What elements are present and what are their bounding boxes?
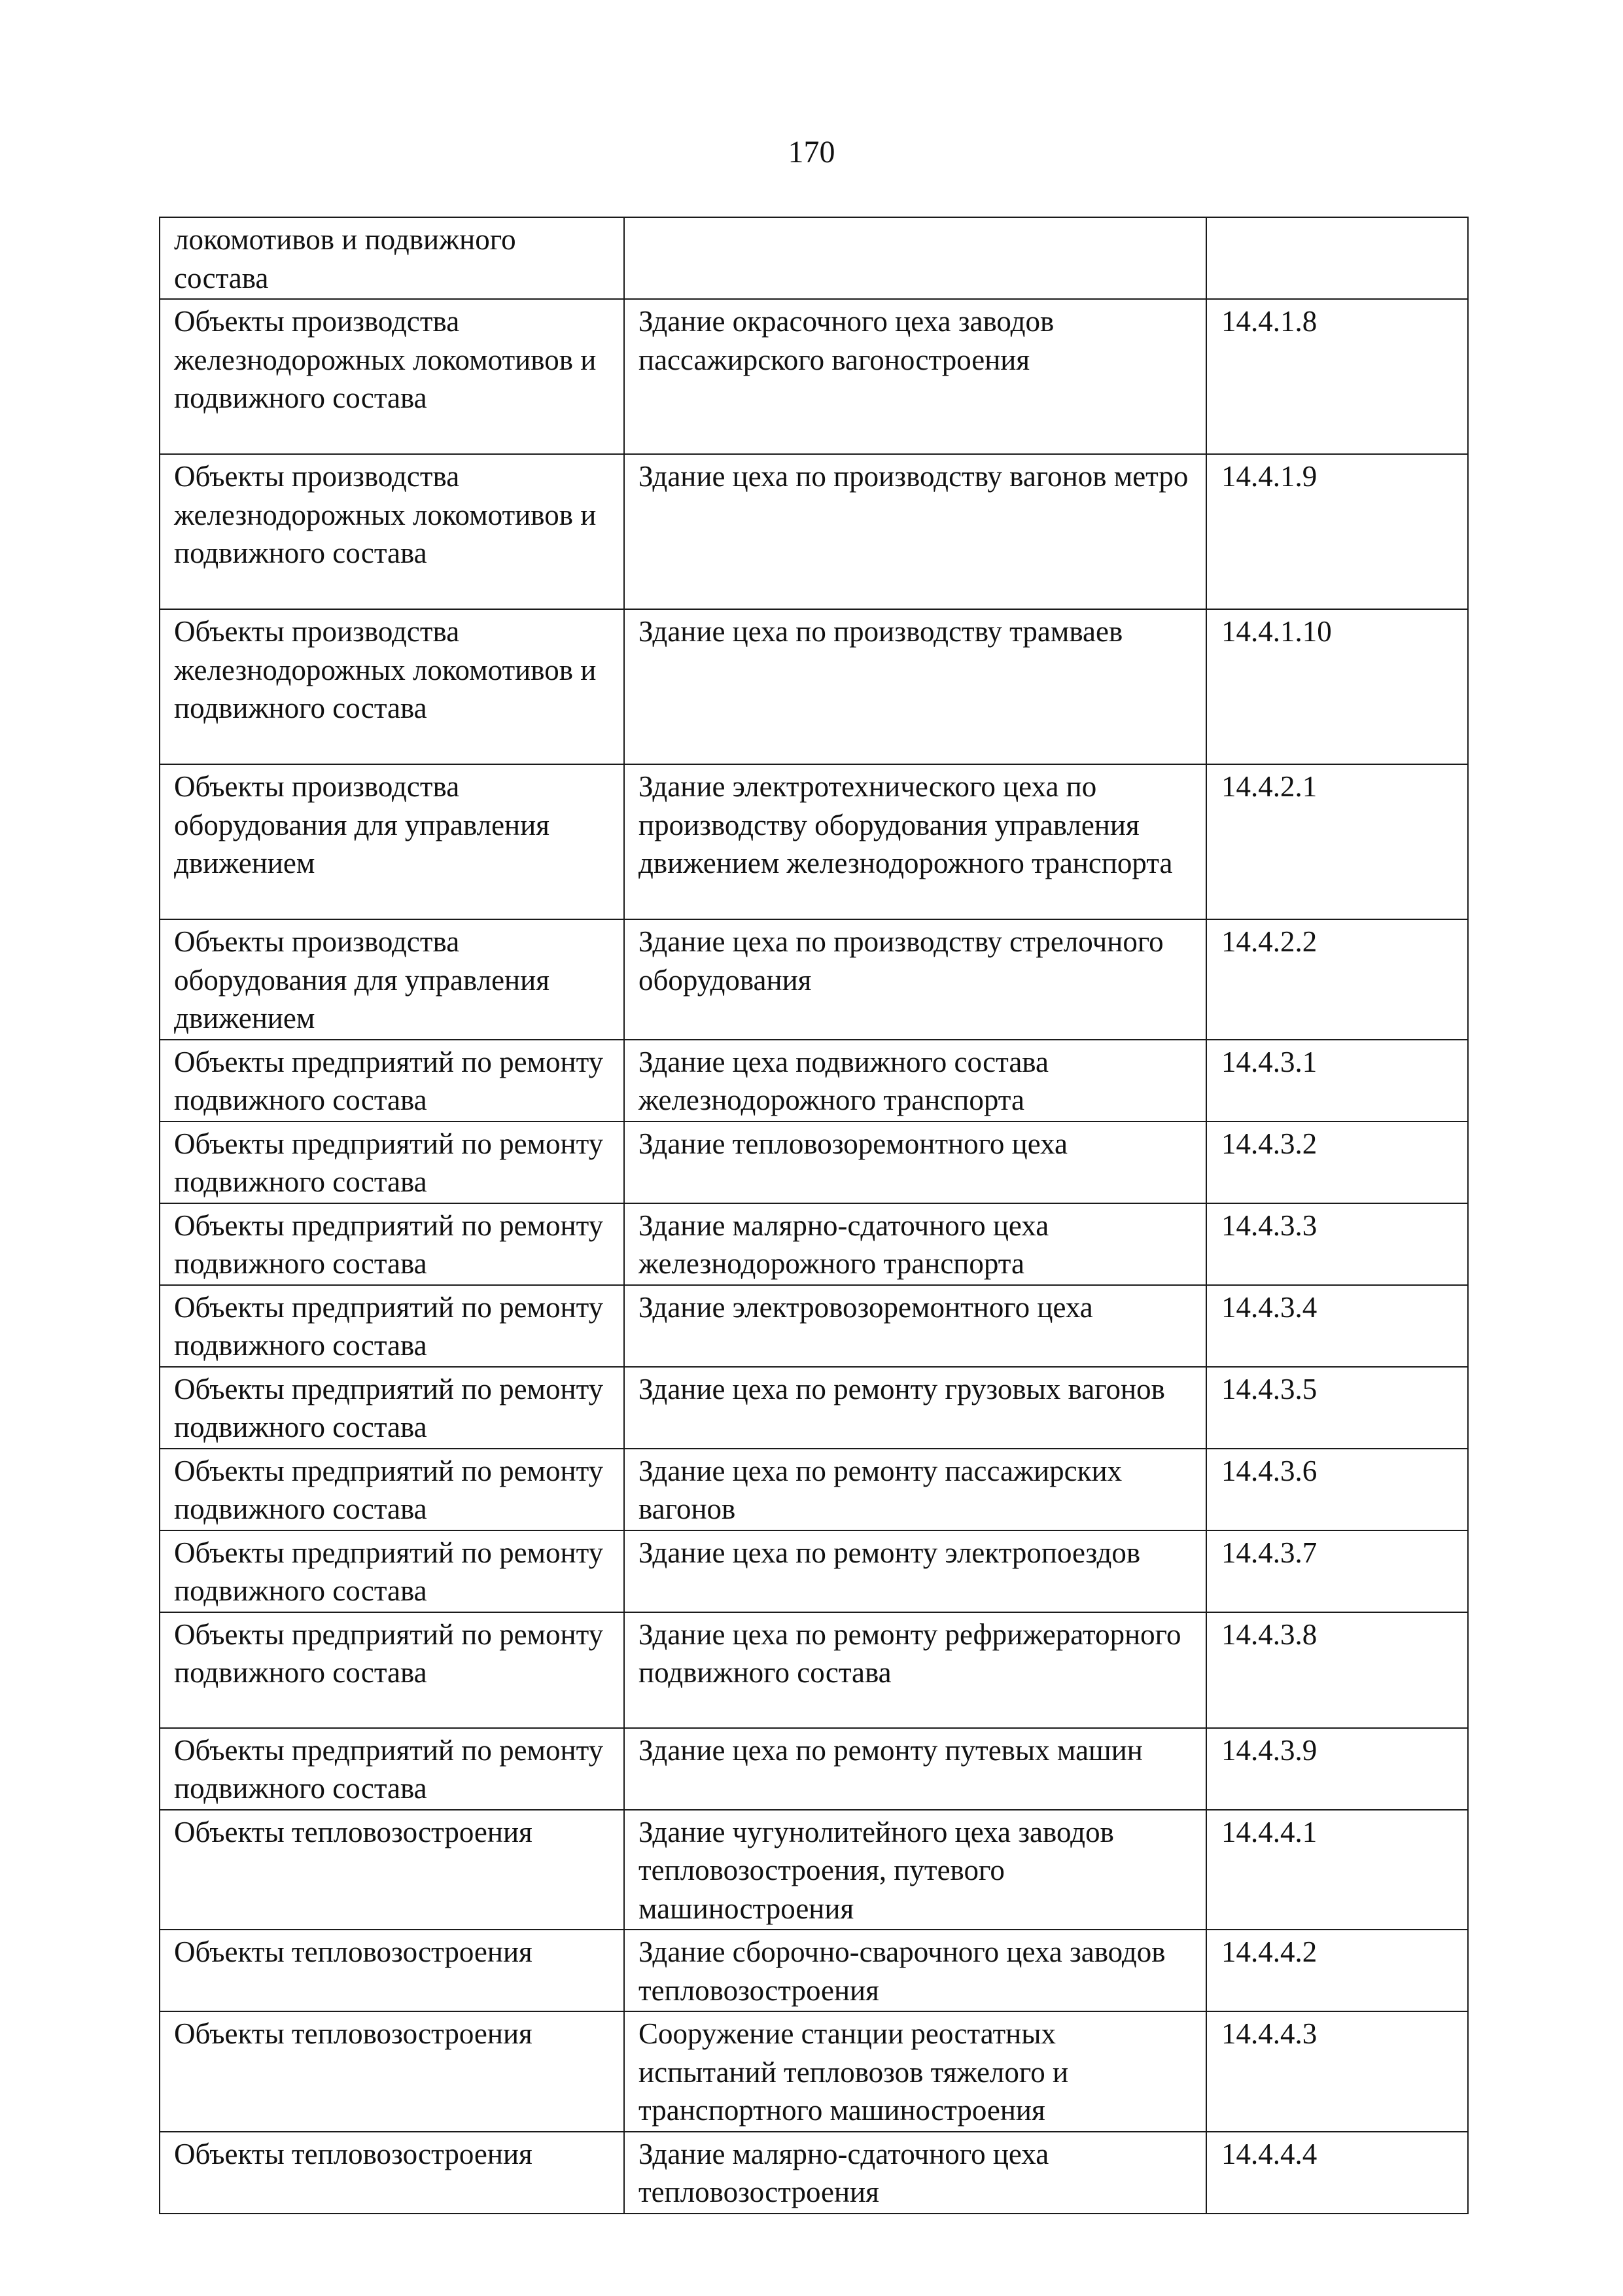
object-type-cell: Объекты предприятий по ремонту подвижного состава [160,1040,624,1122]
object-code-cell: 14.4.3.4 [1206,1285,1468,1367]
object-code-cell: 14.4.4.2 [1206,1930,1468,2011]
object-name-cell: Сооружение станции реостатных испытаний тепловозов тяжелого и транспортного машиностроения [624,2011,1206,2132]
object-name-cell: Здание малярно-сдаточного цеха железнодорожного транспорта [624,1203,1206,1285]
object-code-cell: 14.4.3.8 [1206,1612,1468,1728]
object-name-cell: Здание цеха по производству стрелочного оборудования [624,919,1206,1040]
object-type-cell: Объекты тепловозостроения [160,1930,624,2011]
registry-table-body [160,217,1468,2214]
object-code-cell: 14.4.1.8 [1206,299,1468,454]
object-name-cell: Здание чугунолитейного цеха заводов тепловозостроения, путевого машиностроения [624,1810,1206,1930]
object-name-cell: Здание цеха по ремонту пассажирских вагонов [624,1449,1206,1530]
table-row [160,1122,1468,1203]
object-name-cell: Здание цеха по производству вагонов метро [624,454,1206,609]
table-row [160,764,1468,919]
table-row [160,1930,1468,2011]
object-type-cell: Объекты предприятий по ремонту подвижного состава [160,1728,624,1810]
table-row [160,1040,1468,1122]
object-name-cell: Здание малярно-сдаточного цеха тепловозостроения [624,2132,1206,2214]
table-row [160,1810,1468,1930]
object-name-cell: Здание цеха по ремонту рефрижераторного подвижного состава [624,1612,1206,1728]
object-type-cell: Объекты производства железнодорожных локомотивов и подвижного состава [160,454,624,609]
object-code-cell: 14.4.3.2 [1206,1122,1468,1203]
table-row [160,609,1468,764]
object-code-cell: 14.4.3.9 [1206,1728,1468,1810]
table-row [160,217,1468,299]
table-row [160,919,1468,1040]
object-name-cell: Здание тепловозоремонтного цеха [624,1122,1206,1203]
object-name-cell [624,217,1206,299]
table-row [160,1728,1468,1810]
object-name-cell: Здание электротехнического цеха по производству оборудования управления движением железнодорожного транспорта [624,764,1206,919]
registry-table [159,217,1469,2214]
table-row [160,1367,1468,1449]
object-type-cell: Объекты тепловозостроения [160,1810,624,1930]
object-code-cell: 14.4.1.9 [1206,454,1468,609]
object-code-cell: 14.4.3.1 [1206,1040,1468,1122]
object-name-cell: Здание цеха по ремонту грузовых вагонов [624,1367,1206,1449]
table-row [160,454,1468,609]
object-code-cell: 14.4.4.1 [1206,1810,1468,1930]
object-name-cell: Здание окрасочного цеха заводов пассажирского вагоностроения [624,299,1206,454]
object-name-cell: Здание сборочно-сварочного цеха заводов тепловозостроения [624,1930,1206,2011]
object-type-cell: Объекты предприятий по ремонту подвижного состава [160,1367,624,1449]
object-type-cell: Объекты производства оборудования для управления движением [160,919,624,1040]
object-type-cell: Объекты производства железнодорожных локомотивов и подвижного состава [160,299,624,454]
table-row [160,1203,1468,1285]
object-name-cell: Здание цеха по производству трамваев [624,609,1206,764]
object-code-cell: 14.4.4.3 [1206,2011,1468,2132]
table-row [160,2132,1468,2214]
object-code-cell: 14.4.2.1 [1206,764,1468,919]
object-code-cell: 14.4.3.7 [1206,1530,1468,1612]
object-code-cell: 14.4.4.4 [1206,2132,1468,2214]
object-type-cell: Объекты тепловозостроения [160,2011,624,2132]
object-type-cell: локомотивов и подвижного состава [160,217,624,299]
object-type-cell: Объекты предприятий по ремонту подвижного состава [160,1122,624,1203]
object-type-cell: Объекты предприятий по ремонту подвижного состава [160,1285,624,1367]
object-type-cell: Объекты предприятий по ремонту подвижного состава [160,1449,624,1530]
object-name-cell: Здание цеха по ремонту электропоездов [624,1530,1206,1612]
table-row [160,1285,1468,1367]
object-code-cell: 14.4.2.2 [1206,919,1468,1040]
object-name-cell: Здание электровозоремонтного цеха [624,1285,1206,1367]
object-code-cell: 14.4.3.6 [1206,1449,1468,1530]
object-type-cell: Объекты производства оборудования для управления движением [160,764,624,919]
object-type-cell: Объекты предприятий по ремонту подвижного состава [160,1530,624,1612]
object-name-cell: Здание цеха по ремонту путевых машин [624,1728,1206,1810]
object-type-cell: Объекты предприятий по ремонту подвижного состава [160,1203,624,1285]
table-row [160,2011,1468,2132]
object-code-cell: 14.4.3.3 [1206,1203,1468,1285]
page-number: 170 [788,135,835,169]
object-code-cell: 14.4.1.10 [1206,609,1468,764]
object-type-cell: Объекты производства железнодорожных локомотивов и подвижного состава [160,609,624,764]
table-row [160,1449,1468,1530]
object-type-cell: Объекты тепловозостроения [160,2132,624,2214]
object-type-cell: Объекты предприятий по ремонту подвижного состава [160,1612,624,1728]
table-row [160,1612,1468,1728]
table-row [160,299,1468,454]
object-name-cell: Здание цеха подвижного состава железнодорожного транспорта [624,1040,1206,1122]
table-row [160,1530,1468,1612]
object-code-cell [1206,217,1468,299]
object-code-cell: 14.4.3.5 [1206,1367,1468,1449]
